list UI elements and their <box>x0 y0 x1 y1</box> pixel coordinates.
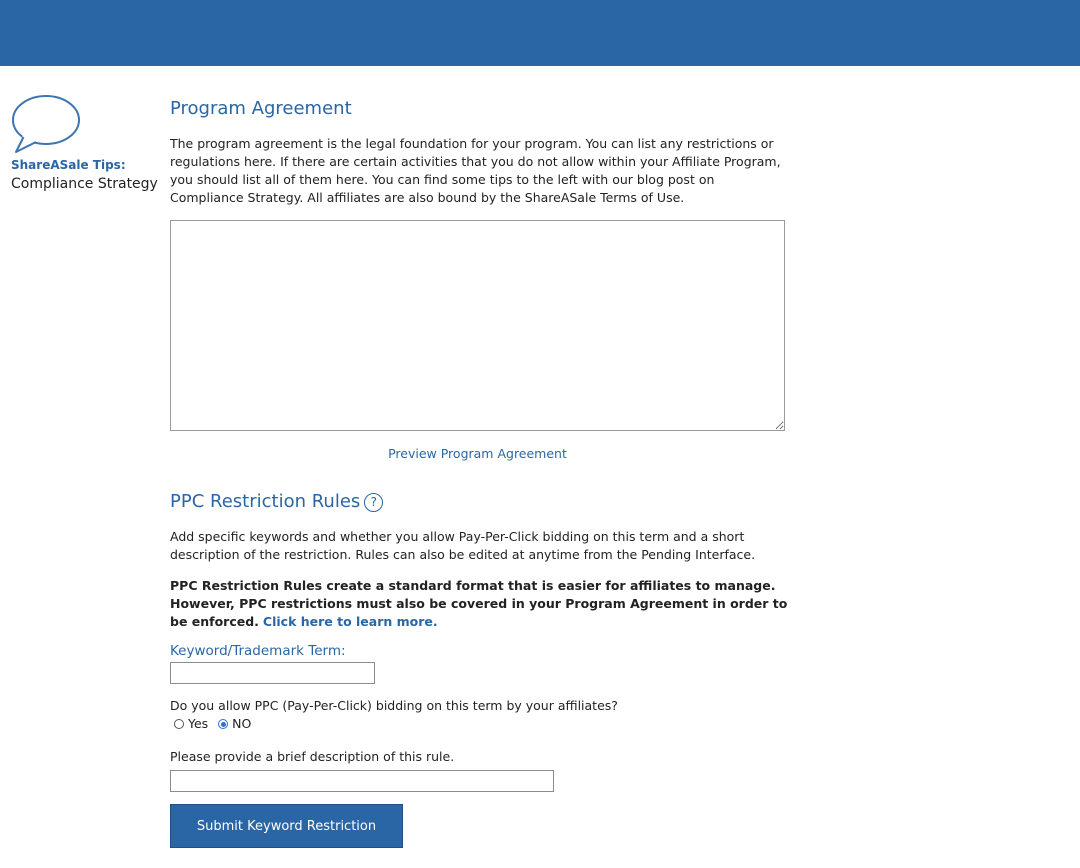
radio-yes[interactable] <box>174 719 184 729</box>
tips-panel <box>8 94 158 192</box>
learn-more-link[interactable]: Click here to learn more. <box>262 614 438 629</box>
radio-no[interactable] <box>218 719 228 729</box>
ppc-rules-notice <box>170 577 788 631</box>
program-agreement-heading: Program Agreement <box>170 98 352 119</box>
radio-no-label: NO <box>232 716 252 731</box>
ppc-rules-notice-text: PPC Restriction Rules create a standard format that is easier for affiliates to manage. However, PPC restrictions must also be covered in your Program Agreement in order to be enforced. <box>170 578 788 629</box>
active-tab-indicator <box>0 0 1080 66</box>
program-agreement-description: The program agreement is the legal foundation for your program. You can list any restrictions or regulations here. If there are certain activities that you do not allow within your Affiliate Program, you should list all of them here. You can find some tips to the left with our blog post on Compliance Strategy. All affiliates are also bound by the ShareASale Terms of Use. <box>170 136 781 205</box>
radio-yes-label: Yes <box>187 716 209 731</box>
ppc-rules-heading-text: PPC Restriction Rules <box>170 491 361 512</box>
ppc-rules-heading <box>170 491 383 512</box>
ppc-radio-group <box>174 716 251 731</box>
description-label: Please provide a brief description of this rule. <box>170 749 455 764</box>
keyword-input[interactable] <box>170 662 375 684</box>
submit-keyword-restriction-button[interactable]: Submit Keyword Restriction <box>170 804 403 848</box>
rule-description-input[interactable] <box>170 770 554 792</box>
keyword-label: Keyword/Trademark Term: <box>170 643 346 659</box>
ppc-question: Do you allow PPC (Pay-Per-Click) bidding on this term by your affiliates? <box>170 698 618 713</box>
ppc-rules-description: Add specific keywords and whether you allow Pay-Per-Click bidding on this term and a short description of the restriction. Rules can also be edited at anytime from the Pending Interface. <box>170 529 756 562</box>
preview-agreement-link[interactable]: Preview Program Agreement <box>388 446 567 461</box>
program-agreement-textarea[interactable] <box>170 220 785 431</box>
speech-bubble-icon <box>10 94 82 156</box>
help-icon[interactable]: ? <box>364 493 383 512</box>
compliance-strategy-link[interactable]: Compliance Strategy <box>11 176 158 192</box>
tips-label: ShareASale Tips: <box>11 158 126 172</box>
